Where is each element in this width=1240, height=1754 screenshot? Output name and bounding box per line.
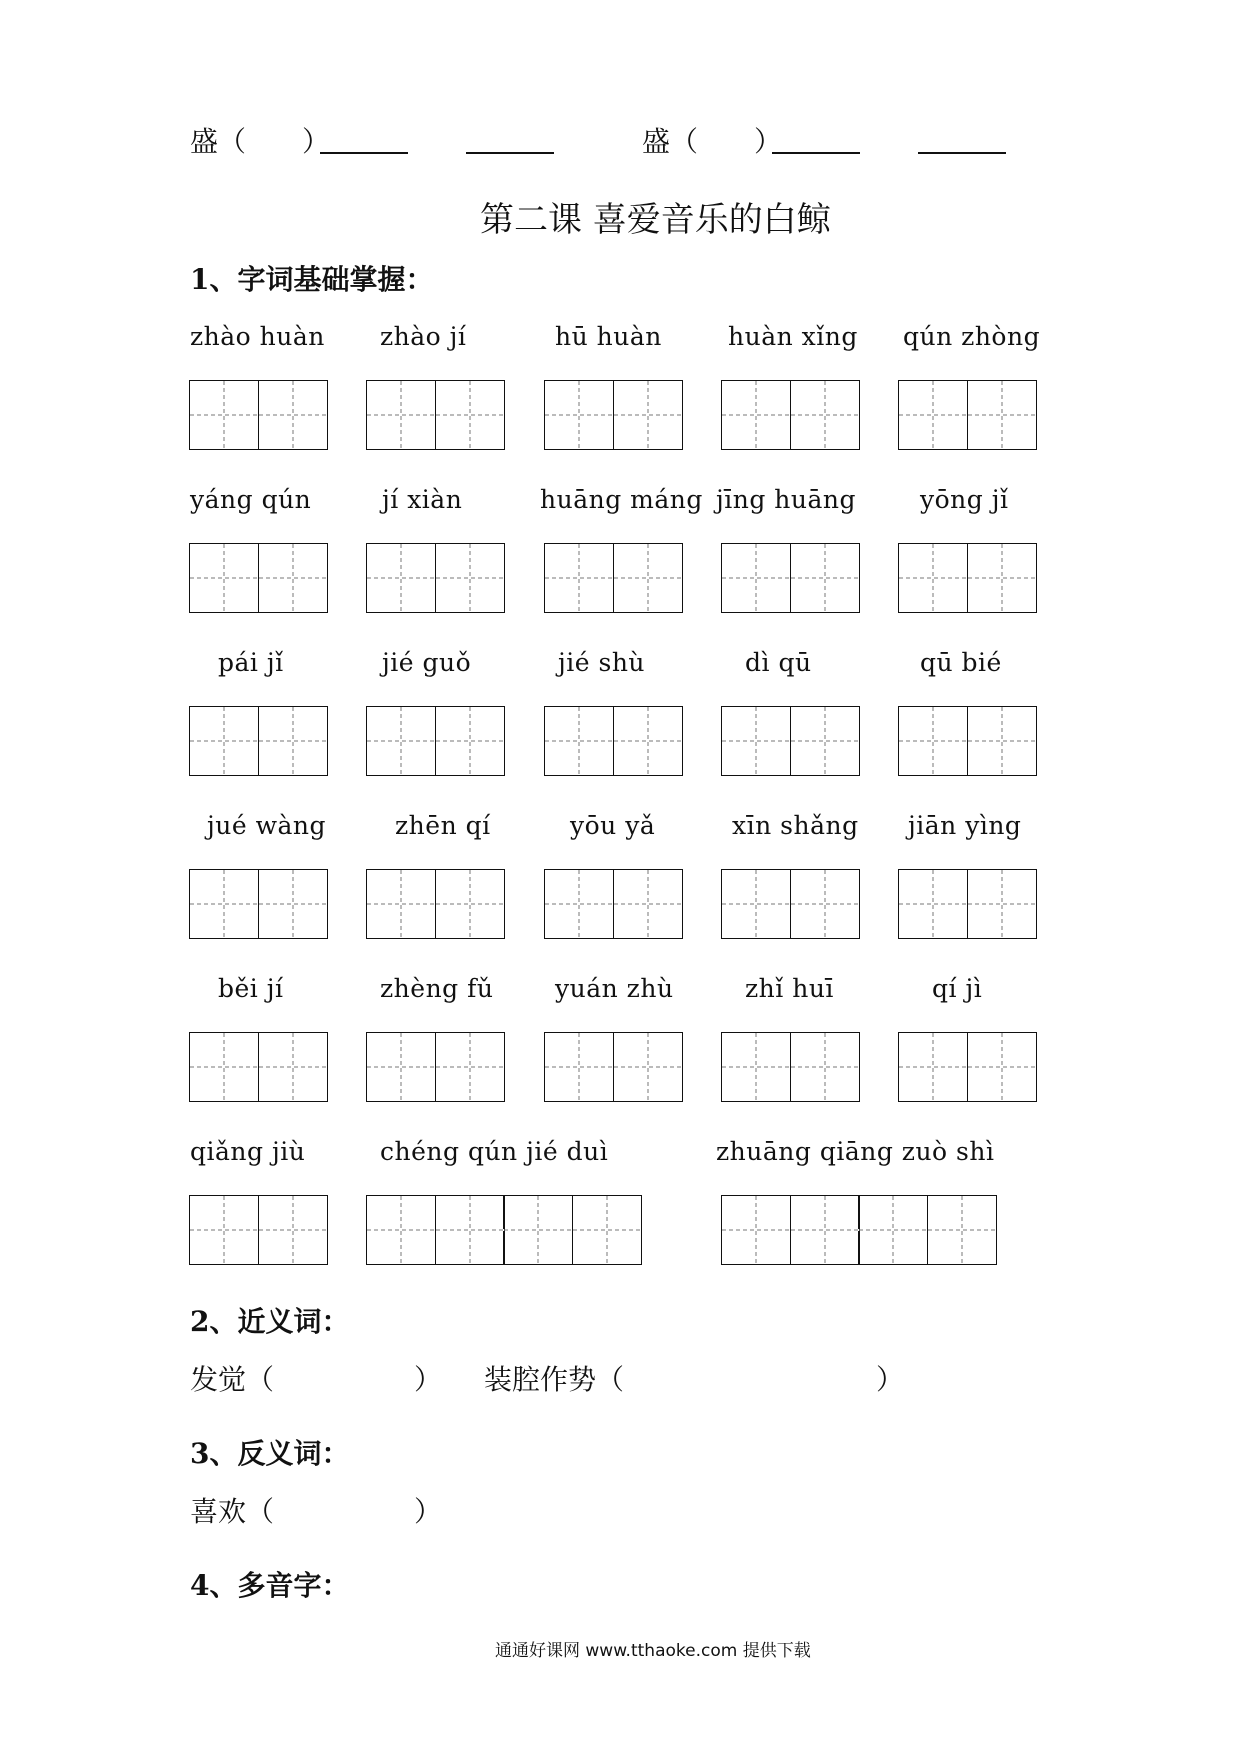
pinyin-label: jīng huāng bbox=[716, 485, 857, 514]
writing-grid[interactable] bbox=[366, 869, 503, 939]
writing-grid[interactable] bbox=[544, 869, 681, 939]
pinyin-label: jié guǒ bbox=[382, 648, 472, 677]
pinyin-label: dì qū bbox=[745, 648, 812, 677]
pinyin-label: huāng máng bbox=[540, 485, 703, 514]
answer-blank[interactable] bbox=[466, 152, 554, 154]
section-heading: 4、多音字： bbox=[190, 1569, 350, 1602]
synonym-prompt-2: 装腔作势（ ） bbox=[484, 1363, 905, 1396]
answer-blank[interactable] bbox=[320, 152, 408, 154]
pinyin-label: qū bié bbox=[920, 648, 1002, 677]
pinyin-label: zhǐ huī bbox=[745, 974, 834, 1003]
pinyin-label: yōng jǐ bbox=[920, 485, 1009, 514]
writing-grid[interactable] bbox=[189, 1195, 326, 1265]
section-heading: 3、反义词： bbox=[190, 1437, 350, 1470]
writing-grid[interactable] bbox=[544, 1032, 681, 1102]
writing-grid[interactable] bbox=[721, 543, 858, 613]
writing-grid[interactable] bbox=[544, 543, 681, 613]
writing-grid[interactable] bbox=[189, 869, 326, 939]
pinyin-label: zhēn qí bbox=[395, 811, 491, 840]
writing-grid-four[interactable] bbox=[721, 1195, 995, 1265]
writing-grid[interactable] bbox=[898, 543, 1035, 613]
writing-grid[interactable] bbox=[189, 706, 326, 776]
pinyin-label: běi jí bbox=[218, 974, 284, 1003]
writing-grid[interactable] bbox=[189, 543, 326, 613]
writing-grid[interactable] bbox=[366, 380, 503, 450]
section-heading: 1、字词基础掌握： bbox=[190, 263, 434, 296]
pinyin-label: jié shù bbox=[558, 648, 646, 677]
answer-blank[interactable] bbox=[918, 152, 1006, 154]
pinyin-label: yuán zhù bbox=[555, 974, 674, 1003]
writing-grid-four[interactable] bbox=[366, 1195, 640, 1265]
polyphone-prompt-1: 盛（ ） bbox=[190, 125, 331, 158]
answer-blank[interactable] bbox=[772, 152, 860, 154]
writing-grid[interactable] bbox=[898, 706, 1035, 776]
pinyin-label: jué wàng bbox=[207, 811, 327, 840]
pinyin-label: jí xiàn bbox=[382, 485, 463, 514]
pinyin-label: zhào huàn bbox=[190, 322, 325, 351]
writing-grid[interactable] bbox=[898, 380, 1035, 450]
pinyin-label: pái jǐ bbox=[218, 648, 284, 677]
writing-grid[interactable] bbox=[366, 706, 503, 776]
lesson-title: 第二课 喜爱音乐的白鲸 bbox=[480, 200, 831, 240]
pinyin-label: zhào jí bbox=[380, 322, 467, 351]
antonym-prompt-1: 喜欢（ ） bbox=[190, 1495, 443, 1528]
writing-grid[interactable] bbox=[721, 869, 858, 939]
pinyin-label: yōu yǎ bbox=[570, 811, 656, 840]
pinyin-label: qún zhòng bbox=[903, 322, 1041, 351]
writing-grid[interactable] bbox=[189, 1032, 326, 1102]
pinyin-label: huàn xǐng bbox=[728, 322, 858, 351]
writing-grid[interactable] bbox=[721, 706, 858, 776]
pinyin-label: hū huàn bbox=[555, 322, 662, 351]
writing-grid[interactable] bbox=[721, 380, 858, 450]
writing-grid[interactable] bbox=[544, 380, 681, 450]
writing-grid[interactable] bbox=[366, 1032, 503, 1102]
pinyin-label: zhuāng qiāng zuò shì bbox=[716, 1137, 995, 1166]
writing-grid[interactable] bbox=[366, 543, 503, 613]
pinyin-label: xīn shǎng bbox=[732, 811, 859, 840]
writing-grid[interactable] bbox=[898, 1032, 1035, 1102]
pinyin-label: chéng qún jié duì bbox=[380, 1137, 609, 1166]
pinyin-label: qí jì bbox=[932, 974, 983, 1003]
polyphone-prompt-2: 盛（ ） bbox=[642, 125, 783, 158]
pinyin-label: yáng qún bbox=[190, 485, 312, 514]
synonym-prompt-1: 发觉（ ） bbox=[190, 1363, 443, 1396]
section-heading: 2、近义词： bbox=[190, 1305, 350, 1338]
writing-grid[interactable] bbox=[898, 869, 1035, 939]
pinyin-label: jiān yìng bbox=[908, 811, 1022, 840]
pinyin-label: qiǎng jiù bbox=[190, 1137, 306, 1166]
footer-credit: 通通好课网 www.tthaoke.com 提供下载 bbox=[495, 1641, 811, 1661]
writing-grid[interactable] bbox=[544, 706, 681, 776]
writing-grid[interactable] bbox=[189, 380, 326, 450]
writing-grid[interactable] bbox=[721, 1032, 858, 1102]
pinyin-label: zhèng fǔ bbox=[380, 974, 494, 1003]
